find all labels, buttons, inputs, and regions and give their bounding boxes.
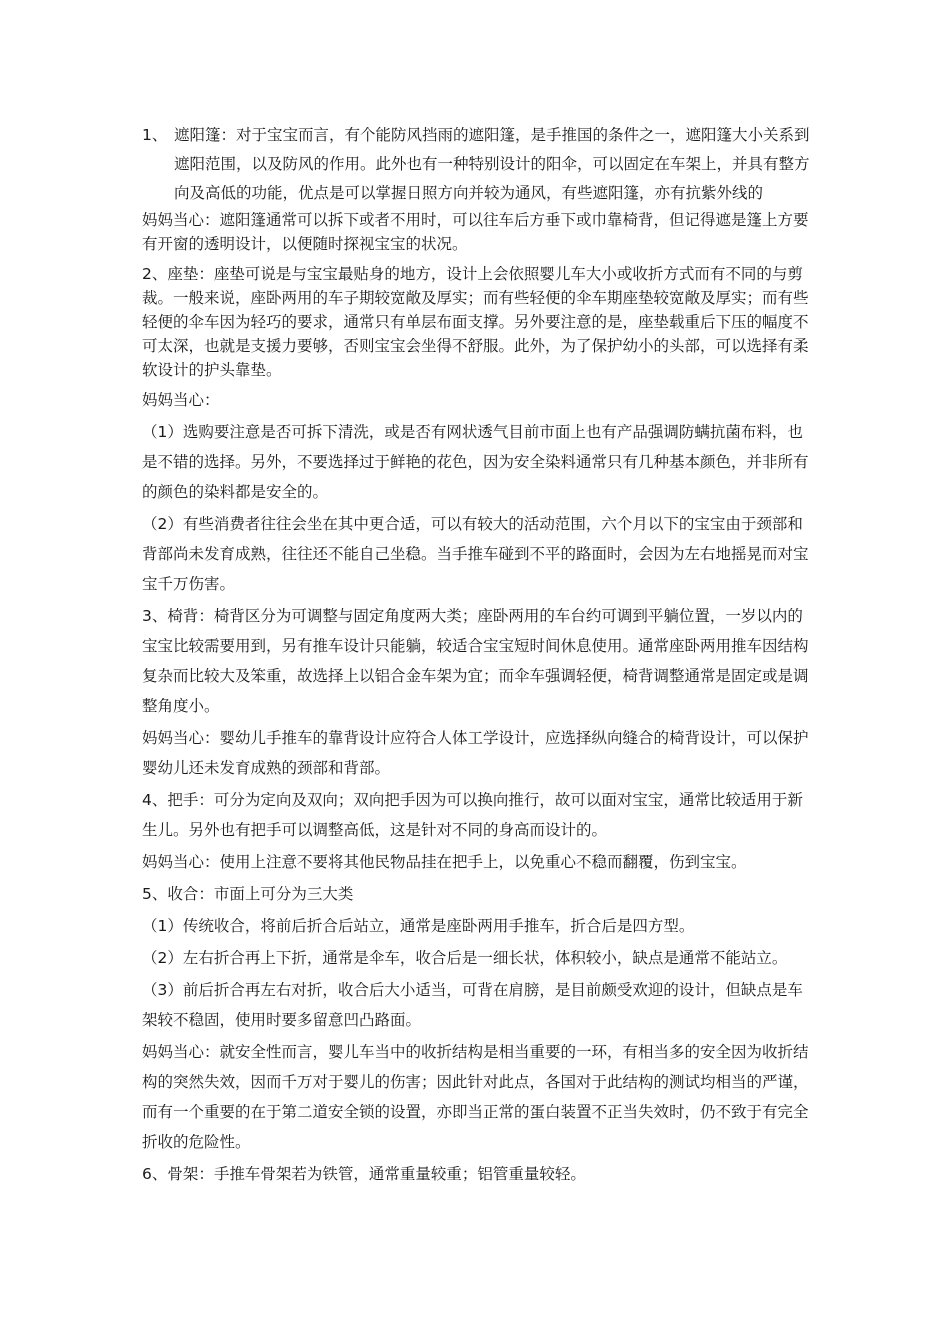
item-seat-cushion: 2、座垫：座垫可说是与宝宝最贴身的地方，设计上会依照婴儿车大小或收折方式而有不同的与剪裁。一般来说，座卧两用的车子期较宽敞及厚实；而有些轻便的伞车期座垫较宽敞及厚实；而有些轻便的伞车因为轻巧的要求，通常只有单层布面支撑。另外要注意的是，座垫载重后下压的幅度不可太深，也就是支援力要够，否则宝宝会坐得不舒服。此外，为了保护幼小的头部，可以选择有柔软设计的护头靠垫。 (142, 265, 809, 379)
note-folding: 妈妈当心：就安全性而言，婴儿车当中的收折结构是相当重要的一环，有相当多的安全因为收折结构的突然失效，因而千万对于婴儿的伤害；因此针对此点，各国对于此结构的测试均相当的严谨，而有一个重要的在于第二道安全锁的设置，亦即当正常的蛋白装置不正当失效时，仍不致于有完全折收的危险性。 (142, 1043, 809, 1151)
item-sunshade-text: 遮阳篷：对于宝宝而言，有个能防风挡雨的遮阳篷，是手推国的条件之一，遮阳篷大小关系到遮阳范围，以及防风的作用。此外也有一种特别设计的阳伞，可以固定在车架上，并具有整方向及高低的功能，优点是可以掌握日照方向并较为通风，有些遮阳篷，亦有抗紫外线的 (174, 126, 810, 202)
note-seat-point-1: （1）选购要注意是否可拆下清洗，或是否有网状透气目前市面上也有产品强调防螨抗菌布料，也是不错的选择。另外，不要选择过于鲜艳的花色，因为安全染料通常只有几种基本颜色，并非所有的颜色的染料都是安全的。 (142, 423, 809, 501)
item-sunshade (142, 121, 814, 208)
folding-type-3: （3）前后折合再左右对折，收合后大小适当，可背在肩膀，是目前颇受欢迎的设计，但缺点是车架较不稳固，使用时要多留意凹凸路面。 (142, 981, 803, 1029)
item-frame: 6、骨架：手推车骨架若为铁管，通常重量较重；铝管重量较轻。 (142, 1165, 586, 1183)
note-handle: 妈妈当心：使用上注意不要将其他民物品挂在把手上，以免重心不稳而翻覆，伤到宝宝。 (142, 853, 747, 871)
item-handle: 4、把手：可分为定向及双向；双向把手因为可以换向推行，故可以面对宝宝，通常比较适用于新生儿。另外也有把手可以调整高低，这是针对不同的身高而设计的。 (142, 791, 803, 839)
item-folding: 5、收合：市面上可分为三大类 (142, 885, 354, 903)
note-seat-title: 妈妈当心： (142, 391, 220, 409)
note-backrest: 妈妈当心：婴幼儿手推车的靠背设计应符合人体工学设计，应选择纵向缝合的椅背设计，可以保护婴幼儿还未发育成熟的颈部和背部。 (142, 729, 809, 777)
note-sunshade: 妈妈当心：遮阳篷通常可以拆下或者不用时，可以往车后方垂下或巾靠椅背，但记得遮是篷上方要有开窗的透明设计，以便随时探视宝宝的状况。 (142, 211, 809, 253)
item-backrest: 3、椅背：椅背区分为可调整与固定角度两大类；座卧两用的车台约可调到平躺位置，一岁以内的宝宝比较需要用到，另有推车设计只能躺，较适合宝宝短时间休息使用。通常座卧两用推车因结构复杂而比较大及笨重，故选择上以铝合金车架为宜；而伞车强调轻便，椅背调整通常是固定或是调整角度小。 (142, 607, 809, 715)
folding-type-2: （2）左右折合再上下折，通常是伞车，收合后是一细长状，体积较小，缺点是通常不能站立。 (142, 949, 788, 967)
item-number: 1、 (142, 126, 168, 144)
document-body (142, 121, 814, 1191)
folding-type-1: （1）传统收合，将前后折合后站立，通常是座卧两用手推车，折合后是四方型。 (142, 917, 695, 935)
note-seat-point-2: （2）有些消费者往往会坐在其中更合适，可以有较大的活动范围，六个月以下的宝宝由于颈部和背部尚未发育成熟，往往还不能自己坐稳。当手推车碰到不平的路面时，会因为左右地摇晃而对宝宝千万伤害。 (142, 515, 809, 593)
